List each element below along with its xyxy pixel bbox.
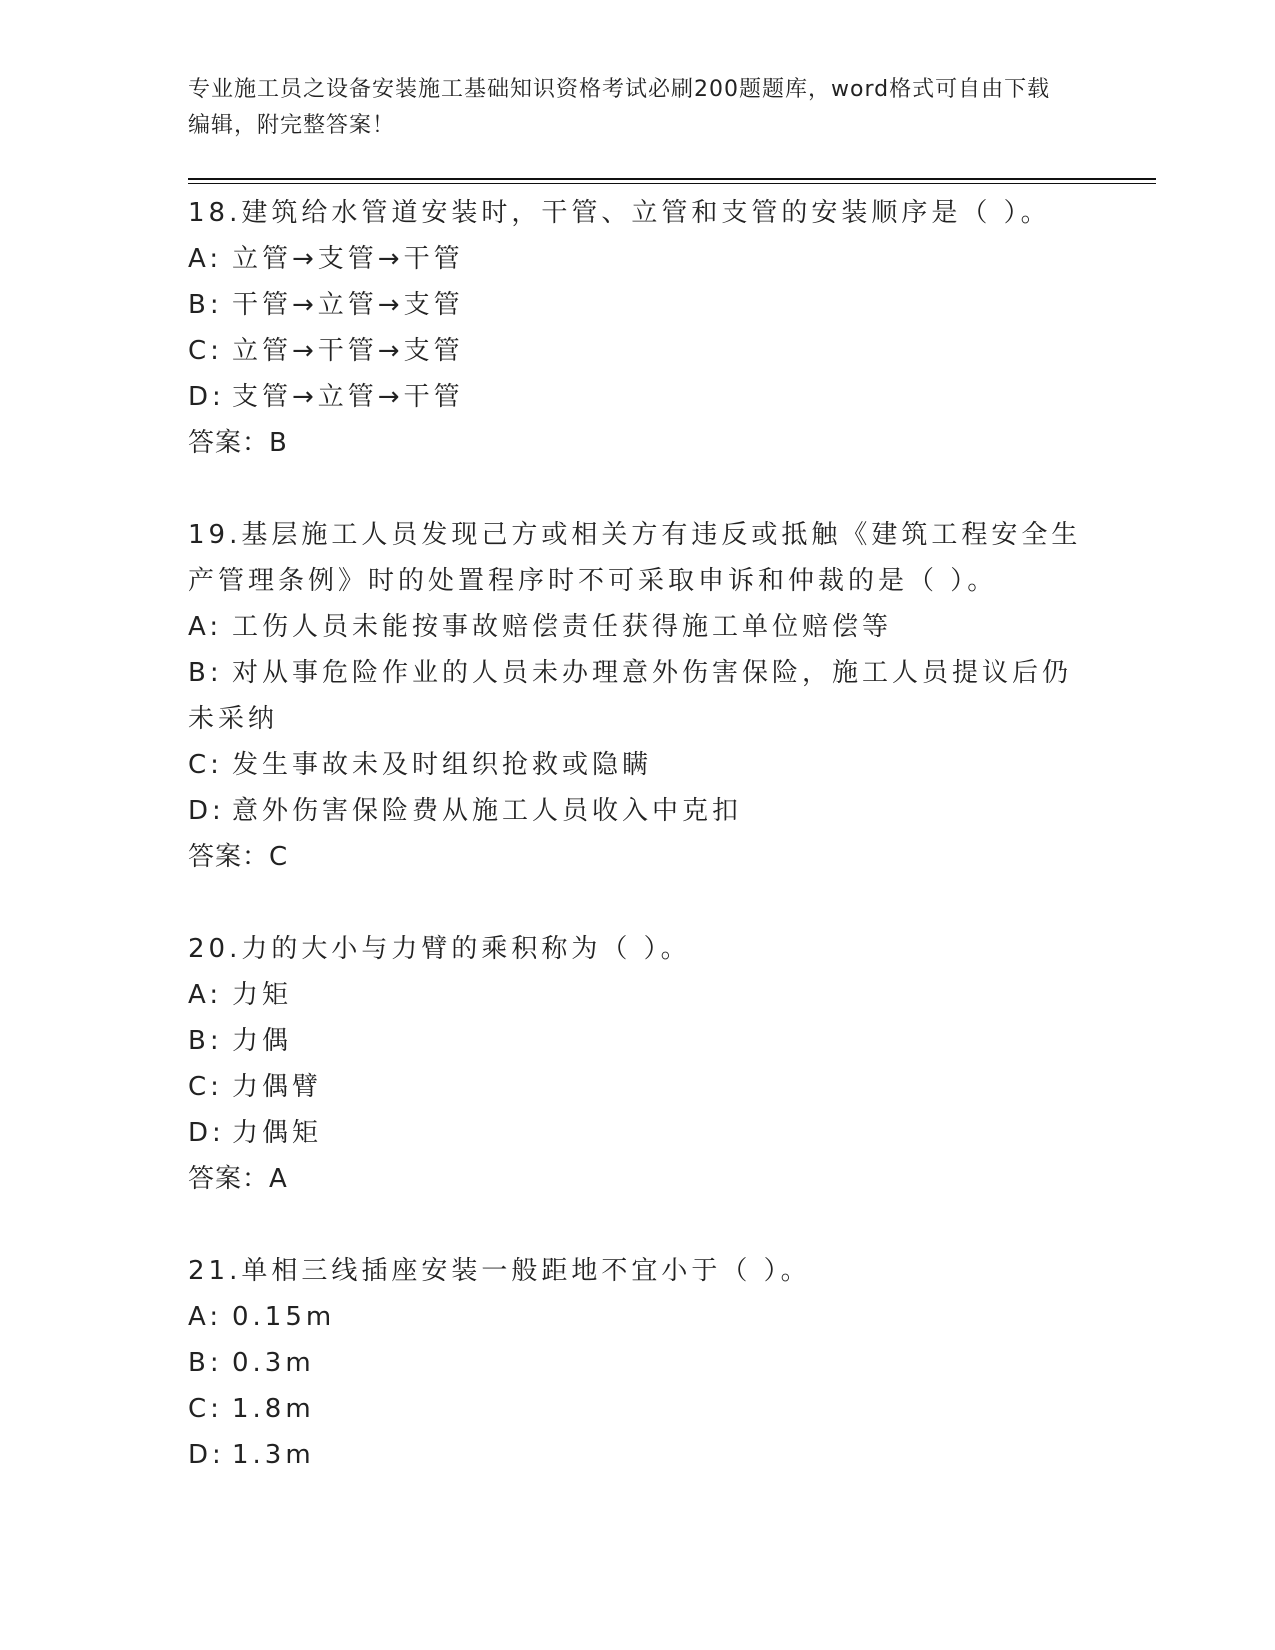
option-letter: D: [188,796,225,826]
question-21 [188,1248,1088,1478]
option-text: 力矩 [232,980,293,1010]
option-b [188,282,1088,328]
option-text: 力偶 [232,1026,293,1056]
option-text: 1.3m [232,1440,315,1470]
option-d [188,1110,1088,1156]
option-b [188,1340,1088,1386]
option-a [188,972,1088,1018]
option-text: 力偶臂 [232,1072,323,1102]
option-a [188,604,1088,650]
option-letter: A: [188,1302,223,1332]
option-b [188,650,1088,742]
question-19 [188,512,1088,880]
question-text: 21.单相三线插座安装一般距地不宜小于（ ）。 [188,1256,811,1286]
question-20 [188,926,1088,1202]
option-text: 0.3m [232,1348,315,1378]
option-d [188,1432,1088,1478]
option-letter: B: [188,1348,223,1378]
option-b [188,1018,1088,1064]
option-d [188,374,1088,420]
option-letter: A: [188,980,223,1010]
question-text: 20.力的大小与力臂的乘积称为（ ）。 [188,934,691,964]
question-list [188,190,1088,1524]
answer-line: 答案：B [188,428,288,458]
option-a [188,1294,1088,1340]
header-divider [188,178,1156,184]
answer-line: 答案：C [188,842,289,872]
option-letter: D: [188,1118,225,1148]
answer-line: 答案：A [188,1164,288,1194]
option-letter: A: [188,612,223,642]
option-letter: C: [188,336,223,366]
option-letter: B: [188,658,223,688]
option-c [188,1064,1088,1110]
question-text: 19.基层施工人员发现己方或相关方有违反或抵触《建筑工程安全生产管理条例》时的处置程序时不可采取申诉和仲裁的是（ ）。 [188,520,1082,596]
option-text: 支管→立管→干管 [232,382,464,412]
option-letter: B: [188,1026,223,1056]
option-letter: A: [188,244,223,274]
option-text: 发生事故未及时组织抢救或隐瞒 [232,750,653,780]
option-text: 干管→立管→支管 [232,290,464,320]
option-text: 立管→干管→支管 [232,336,464,366]
option-letter: D: [188,1440,225,1470]
option-letter: C: [188,1394,223,1424]
option-text: 意外伤害保险费从施工人员收入中克扣 [232,796,743,826]
option-text: 工伤人员未能按事故赔偿责任获得施工单位赔偿等 [232,612,893,642]
option-d [188,788,1088,834]
question-text: 18.建筑给水管道安装时，干管、立管和支管的安装顺序是（ ）。 [188,198,1051,228]
option-letter: C: [188,750,223,780]
document-header: 专业施工员之设备安装施工基础知识资格考试必刷200题题库，word格式可自由下载编辑，附完整答案！ [188,77,1051,138]
option-letter: C: [188,1072,223,1102]
option-text: 力偶矩 [232,1118,323,1148]
option-a [188,236,1088,282]
option-text: 对从事危险作业的人员未办理意外伤害保险，施工人员提议后仍未采纳 [188,658,1073,734]
option-text: 1.8m [232,1394,315,1424]
option-letter: D: [188,382,225,412]
question-18 [188,190,1088,466]
option-letter: B: [188,290,223,320]
option-text: 立管→支管→干管 [232,244,464,274]
option-c [188,742,1088,788]
option-c [188,328,1088,374]
option-text: 0.15m [232,1302,336,1332]
option-c [188,1386,1088,1432]
